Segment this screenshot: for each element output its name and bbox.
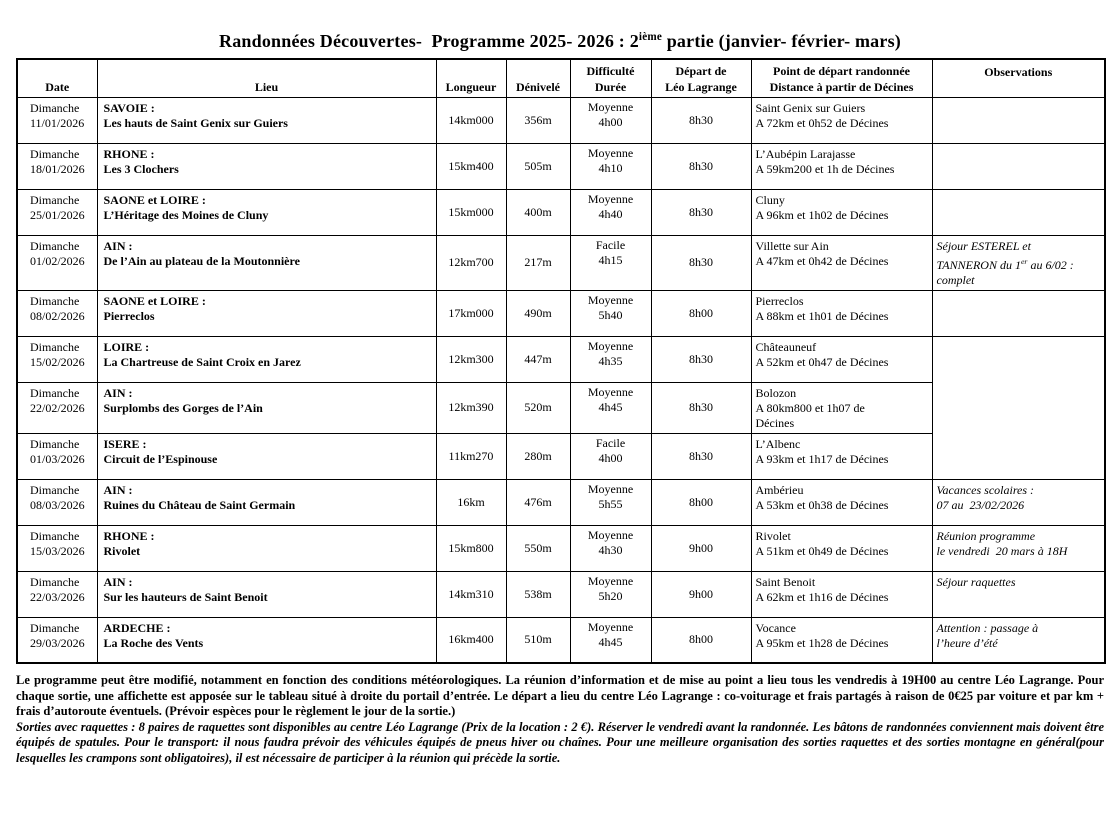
region-label: SAONE et LOIRE :: [103, 293, 206, 308]
table-row: [17, 433, 1105, 479]
depart-cell: 8h30: [651, 336, 751, 382]
observation-line: Attention : passage à: [936, 620, 1039, 635]
page-title-suffix: partie (janvier- février- mars): [662, 31, 901, 51]
lieu-cell: [97, 336, 436, 382]
denivele-cell: 476m: [506, 479, 570, 525]
point-line: A 93km et 1h17 de Décines: [755, 451, 889, 466]
point-depart-cell: [751, 571, 932, 617]
depart-cell: 8h30: [651, 382, 751, 433]
lieu-cell: [97, 382, 436, 433]
denivele-cell: 510m: [506, 617, 570, 663]
page-title-superscript: ième: [638, 31, 663, 43]
point-depart-cell: [751, 143, 932, 189]
point-line: A 51km et 0h49 de Décines: [755, 543, 889, 558]
point-depart-cell: [751, 617, 932, 663]
denivele-cell: 217m: [506, 235, 570, 290]
col-header-point-line1: Point de départ randonnée: [772, 63, 910, 78]
difficulte-duree-cell: [570, 189, 651, 235]
difficulte-duree-cell: [570, 97, 651, 143]
observations-cell: [932, 479, 1105, 525]
lieu-cell: [97, 290, 436, 336]
depart-cell: 8h00: [651, 617, 751, 663]
depart-cell: 8h30: [651, 97, 751, 143]
col-header-depart-line2: Léo Lagrange: [665, 79, 737, 94]
col-header-longueur: Longueur: [436, 59, 506, 97]
lieu-cell: [97, 525, 436, 571]
duree-value: 4h45: [598, 634, 623, 649]
date-cell: [17, 290, 97, 336]
difficulte-value: Moyenne: [587, 481, 634, 496]
denivele-cell: 280m: [506, 433, 570, 479]
day-label: Dimanche: [30, 574, 80, 589]
difficulte-value: Moyenne: [587, 573, 634, 588]
difficulte-value: Facile: [595, 237, 626, 252]
table-row: [17, 97, 1105, 143]
depart-cell: 9h00: [651, 571, 751, 617]
date-cell: [17, 143, 97, 189]
longueur-cell: 15km400: [436, 143, 506, 189]
lieu-cell: [97, 617, 436, 663]
point-line: Rivolet: [755, 528, 791, 543]
lieu-cell: [97, 479, 436, 525]
observation-line: Vacances scolaires :: [936, 482, 1035, 497]
denivele-cell: 505m: [506, 143, 570, 189]
footer-paragraph-general: Le programme peut être modifié, notamment en fonction des conditions météorologiques. La réunion d’information et de mise au point a lieu tous les vendredis à 19H00 au centre Léo Lagrange. Pour chaque sortie, une affichette est apposée sur le tableau situé à droite du portail d’entrée. Le départ a lieu du centre Léo Lagrange : co-voiturage et frais partagés à raison de 0€25 par voiture et par km + frais d’autoroute éventuels. (Prévoir espèces pour le règlement le jour de la sortie.): [16, 673, 1104, 718]
col-header-denivele: Dénivelé: [506, 59, 570, 97]
observation-line: complet: [936, 272, 975, 287]
date-value: 29/03/2026: [30, 635, 85, 650]
date-value: 22/02/2026: [30, 400, 85, 415]
longueur-cell: 15km000: [436, 189, 506, 235]
depart-cell: 8h30: [651, 235, 751, 290]
lieu-cell: [97, 143, 436, 189]
hike-name: Les 3 Clochers: [103, 161, 179, 176]
point-line: Saint Genix sur Guiers: [755, 100, 866, 115]
observations-cell: [932, 189, 1105, 235]
longueur-cell: 14km000: [436, 97, 506, 143]
date-value: 22/03/2026: [30, 589, 85, 604]
point-line: L’Albenc: [755, 436, 801, 451]
date-cell: [17, 433, 97, 479]
col-header-point-line2: Distance à partir de Décines: [769, 79, 914, 94]
longueur-cell: 12km390: [436, 382, 506, 433]
duree-value: 5h20: [598, 588, 623, 603]
day-label: Dimanche: [30, 100, 80, 115]
date-cell: [17, 97, 97, 143]
point-line: A 96km et 1h02 de Décines: [755, 207, 889, 222]
footer-paragraph-raquettes: Sorties avec raquettes : 8 paires de raquettes sont disponibles au centre Léo Lagrange (Prix de la location : 2 €). Réserver le vendredi avant la randonnée. Les bâtons de randonnées conviennent mais doivent être équipés de spatules. Pour le transport: il nous faudra prévoir des véhicules équipés de pneus hiver ou chaînes. Pour une meilleure organisation des sorties raquettes et des sorties montagne en général(pour lesquelles les crampons sont obligatoires), il est nécessaire de participer à la réunion qui précède la sortie.: [16, 719, 1104, 765]
depart-cell: 8h30: [651, 189, 751, 235]
difficulte-duree-cell: [570, 235, 651, 290]
date-value: 08/02/2026: [30, 308, 85, 323]
hike-name: L’Héritage des Moines de Cluny: [103, 207, 269, 222]
date-cell: [17, 336, 97, 382]
point-line: A 88km et 1h01 de Décines: [755, 308, 889, 323]
col-header-depart-line1: Départ de: [675, 63, 727, 78]
hike-name: De l’Ain au plateau de la Moutonnière: [103, 253, 300, 268]
observation-line: 07 au 23/02/2026: [936, 497, 1025, 512]
day-label: Dimanche: [30, 146, 80, 161]
depart-cell: 8h30: [651, 433, 751, 479]
point-line: Vocance: [755, 620, 796, 635]
observation-line: Réunion programme: [936, 528, 1036, 543]
col-header-lieu: Lieu: [97, 59, 436, 97]
longueur-cell: 16km: [436, 479, 506, 525]
duree-value: 4h00: [598, 114, 623, 129]
observations-cell: [932, 290, 1105, 336]
longueur-cell: 11km270: [436, 433, 506, 479]
lieu-cell: [97, 571, 436, 617]
col-header-difficulte-duree: [570, 59, 651, 97]
col-header-difficulte-line2: Durée: [594, 79, 627, 94]
denivele-cell: 550m: [506, 525, 570, 571]
depart-cell: 8h00: [651, 479, 751, 525]
duree-value: 5h55: [598, 496, 623, 511]
table-row: [17, 571, 1105, 617]
date-value: 15/02/2026: [30, 354, 85, 369]
day-label: Dimanche: [30, 620, 80, 635]
observation-line: Séjour ESTEREL et: [936, 238, 1031, 253]
col-header-difficulte-line1: Difficulté: [586, 63, 635, 78]
col-header-point-depart: [751, 59, 932, 97]
difficulte-value: Moyenne: [587, 191, 634, 206]
day-label: Dimanche: [30, 293, 80, 308]
longueur-cell: 16km400: [436, 617, 506, 663]
point-line: A 52km et 0h47 de Décines: [755, 354, 889, 369]
observation-line: Séjour raquettes: [936, 574, 1016, 589]
region-label: ARDECHE :: [103, 620, 171, 635]
point-depart-cell: [751, 189, 932, 235]
date-value: 08/03/2026: [30, 497, 85, 512]
hike-name: Surplombs des Gorges de l’Ain: [103, 400, 263, 415]
observations-cell: [932, 525, 1105, 571]
depart-cell: 8h00: [651, 290, 751, 336]
duree-value: 4h30: [598, 542, 623, 557]
observations-cell: [932, 433, 1105, 479]
point-line: A 72km et 0h52 de Décines: [755, 115, 889, 130]
longueur-cell: 14km310: [436, 571, 506, 617]
table-row: [17, 235, 1105, 290]
observation-line: TANNERON du 1er au 6/02 :: [936, 256, 1074, 272]
day-label: Dimanche: [30, 385, 80, 400]
point-depart-cell: [751, 290, 932, 336]
denivele-cell: 356m: [506, 97, 570, 143]
table-row: [17, 336, 1105, 382]
lieu-cell: [97, 433, 436, 479]
date-cell: [17, 479, 97, 525]
difficulte-duree-cell: [570, 479, 651, 525]
point-line: A 47km et 0h42 de Décines: [755, 253, 889, 268]
date-value: 11/01/2026: [30, 115, 85, 130]
day-label: Dimanche: [30, 339, 80, 354]
longueur-cell: 12km300: [436, 336, 506, 382]
difficulte-duree-cell: [570, 336, 651, 382]
region-label: RHONE :: [103, 528, 155, 543]
observations-cell: [932, 235, 1105, 290]
observation-line: l’heure d’été: [936, 635, 998, 650]
difficulte-value: Moyenne: [587, 145, 634, 160]
difficulte-duree-cell: [570, 525, 651, 571]
observations-cell: [932, 571, 1105, 617]
observation-line: le vendredi 20 mars à 18H: [936, 543, 1068, 558]
difficulte-value: Moyenne: [587, 527, 634, 542]
lieu-cell: [97, 189, 436, 235]
difficulte-duree-cell: [570, 290, 651, 336]
hike-name: Les hauts de Saint Genix sur Guiers: [103, 115, 288, 130]
denivele-cell: 490m: [506, 290, 570, 336]
date-cell: [17, 525, 97, 571]
page-title-text: Randonnées Découvertes- Programme 2025- 2026 : 2: [219, 31, 639, 51]
region-label: ISERE :: [103, 436, 147, 451]
longueur-cell: 17km000: [436, 290, 506, 336]
observations-cell: [932, 382, 1105, 433]
duree-value: 4h15: [598, 252, 623, 267]
page-title: [0, 31, 1120, 52]
point-line: A 59km200 et 1h de Décines: [755, 161, 895, 176]
col-header-observations: Observations: [932, 59, 1105, 97]
point-depart-cell: [751, 97, 932, 143]
date-cell: [17, 571, 97, 617]
observations-cell: [932, 336, 1105, 382]
difficulte-duree-cell: [570, 382, 651, 433]
difficulte-duree-cell: [570, 571, 651, 617]
region-label: RHONE :: [103, 146, 155, 161]
depart-cell: 9h00: [651, 525, 751, 571]
table-header-row: [17, 59, 1105, 97]
hike-name: La Chartreuse de Saint Croix en Jarez: [103, 354, 301, 369]
day-label: Dimanche: [30, 436, 80, 451]
point-line: A 62km et 1h16 de Décines: [755, 589, 889, 604]
difficulte-value: Moyenne: [587, 292, 634, 307]
denivele-cell: 400m: [506, 189, 570, 235]
date-cell: [17, 382, 97, 433]
date-value: 25/01/2026: [30, 207, 85, 222]
day-label: Dimanche: [30, 238, 80, 253]
longueur-cell: 15km800: [436, 525, 506, 571]
duree-value: 4h00: [598, 450, 623, 465]
point-depart-cell: [751, 479, 932, 525]
difficulte-value: Moyenne: [587, 338, 634, 353]
table-row: [17, 525, 1105, 571]
difficulte-value: Moyenne: [587, 384, 634, 399]
difficulte-duree-cell: [570, 143, 651, 189]
hike-name: Pierreclos: [103, 308, 155, 323]
lieu-cell: [97, 235, 436, 290]
day-label: Dimanche: [30, 192, 80, 207]
date-value: 15/03/2026: [30, 543, 85, 558]
point-line: Pierreclos: [755, 293, 804, 308]
lieu-cell: [97, 97, 436, 143]
region-label: LOIRE :: [103, 339, 150, 354]
point-depart-cell: [751, 433, 932, 479]
schedule-table-body: [17, 97, 1105, 663]
date-cell: [17, 235, 97, 290]
point-depart-cell: [751, 235, 932, 290]
region-label: AIN :: [103, 238, 133, 253]
point-line: L’Aubépin Larajasse: [755, 146, 856, 161]
duree-value: 4h10: [598, 160, 623, 175]
table-row: [17, 617, 1105, 663]
table-row: [17, 290, 1105, 336]
date-cell: [17, 189, 97, 235]
point-line: Bolozon: [755, 385, 797, 400]
point-line: Saint Benoit: [755, 574, 816, 589]
schedule-table: [16, 58, 1106, 664]
hike-name: Rivolet: [103, 543, 141, 558]
duree-value: 4h40: [598, 206, 623, 221]
table-row: [17, 143, 1105, 189]
hike-name: Ruines du Château de Saint Germain: [103, 497, 296, 512]
duree-value: 5h40: [598, 307, 623, 322]
point-line: Cluny: [755, 192, 785, 207]
depart-cell: 8h30: [651, 143, 751, 189]
region-label: AIN :: [103, 385, 133, 400]
region-label: SAVOIE :: [103, 100, 155, 115]
point-depart-cell: [751, 336, 932, 382]
difficulte-duree-cell: [570, 433, 651, 479]
point-line: A 80km800 et 1h07 de: [755, 400, 865, 415]
duree-value: 4h35: [598, 353, 623, 368]
difficulte-value: Moyenne: [587, 619, 634, 634]
hike-name: Sur les hauteurs de Saint Benoit: [103, 589, 268, 604]
observations-cell: [932, 97, 1105, 143]
region-label: AIN :: [103, 574, 133, 589]
date-value: 01/02/2026: [30, 253, 85, 268]
col-header-date: Date: [17, 59, 97, 97]
denivele-cell: 538m: [506, 571, 570, 617]
hike-name: Circuit de l’Espinouse: [103, 451, 218, 466]
denivele-cell: 447m: [506, 336, 570, 382]
date-cell: [17, 617, 97, 663]
observations-cell: [932, 143, 1105, 189]
col-header-depart: [651, 59, 751, 97]
region-label: SAONE et LOIRE :: [103, 192, 206, 207]
hike-name: La Roche des Vents: [103, 635, 204, 650]
point-line: A 53km et 0h38 de Décines: [755, 497, 889, 512]
table-row: [17, 189, 1105, 235]
point-depart-cell: [751, 525, 932, 571]
observations-cell: [932, 617, 1105, 663]
point-depart-cell: [751, 382, 932, 433]
point-line: Ambérieu: [755, 482, 804, 497]
longueur-cell: 12km700: [436, 235, 506, 290]
table-row: [17, 382, 1105, 433]
difficulte-value: Moyenne: [587, 99, 634, 114]
date-value: 18/01/2026: [30, 161, 85, 176]
duree-value: 4h45: [598, 399, 623, 414]
difficulte-duree-cell: [570, 617, 651, 663]
footer-notes: [16, 673, 1104, 766]
table-row: [17, 479, 1105, 525]
denivele-cell: 520m: [506, 382, 570, 433]
day-label: Dimanche: [30, 482, 80, 497]
day-label: Dimanche: [30, 528, 80, 543]
point-line: A 95km et 1h28 de Décines: [755, 635, 889, 650]
date-value: 01/03/2026: [30, 451, 85, 466]
point-line: Villette sur Ain: [755, 238, 829, 253]
point-line: Châteauneuf: [755, 339, 817, 354]
region-label: AIN :: [103, 482, 133, 497]
point-line: Décines: [755, 415, 795, 430]
difficulte-value: Facile: [595, 435, 626, 450]
